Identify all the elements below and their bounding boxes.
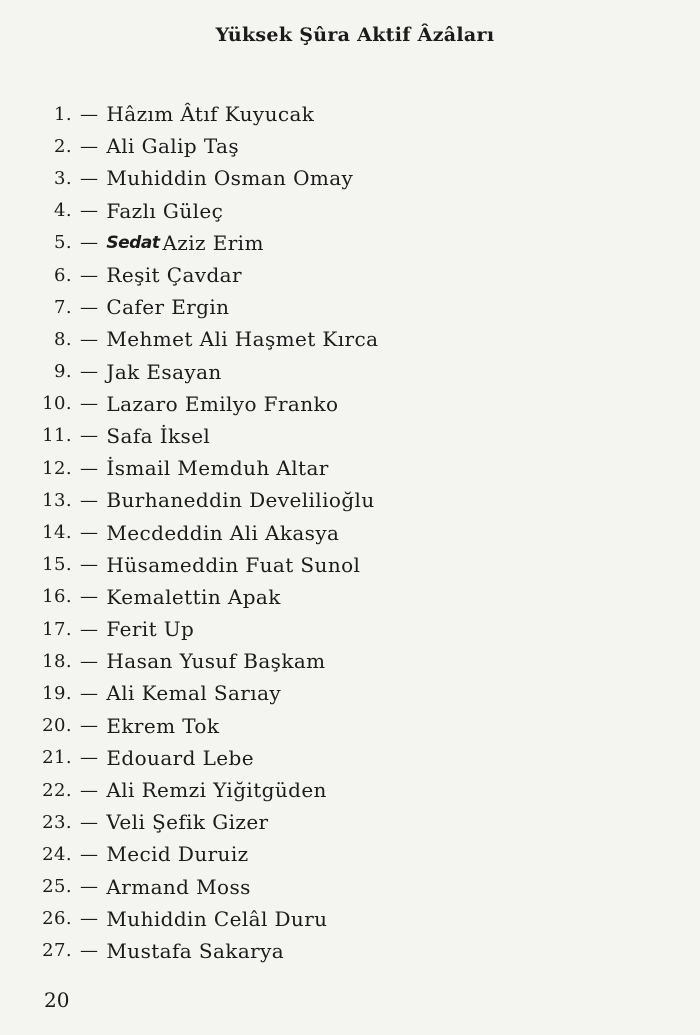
member-name: Hüsameddin Fuat Sunol bbox=[106, 552, 361, 577]
list-item bbox=[36, 484, 656, 516]
member-name: Ferit Up bbox=[106, 617, 195, 642]
list-item bbox=[36, 677, 656, 709]
item-number: 6. bbox=[54, 264, 72, 286]
list-item bbox=[36, 227, 656, 259]
list-item bbox=[36, 581, 656, 613]
member-name: Hâzım Âtıf Kuyucak bbox=[106, 102, 315, 127]
member-name: Mustafa Sakarya bbox=[106, 938, 285, 963]
item-separator: — bbox=[80, 618, 99, 640]
item-number: 7. bbox=[54, 296, 72, 318]
member-name: Ali Galip Taş bbox=[106, 134, 240, 159]
list-item bbox=[36, 291, 656, 323]
item-number: 14. bbox=[42, 522, 72, 544]
item-separator: — bbox=[80, 554, 99, 576]
item-number: 27. bbox=[42, 940, 72, 962]
item-separator: — bbox=[80, 940, 99, 962]
item-number: 25. bbox=[42, 876, 72, 898]
item-separator: — bbox=[80, 586, 99, 608]
list-item bbox=[36, 259, 656, 291]
item-number: 8. bbox=[54, 328, 72, 350]
item-number: 16. bbox=[42, 586, 72, 608]
list-item bbox=[36, 871, 656, 903]
list-item bbox=[36, 195, 656, 227]
member-name: İsmail Memduh Altar bbox=[106, 456, 329, 481]
item-number: 3. bbox=[54, 167, 72, 189]
item-number: 23. bbox=[42, 811, 72, 833]
item-separator: — bbox=[80, 843, 99, 865]
item-separator: — bbox=[80, 232, 99, 254]
list-item bbox=[36, 742, 656, 774]
member-name: Reşit Çavdar bbox=[106, 263, 242, 288]
item-number: 9. bbox=[54, 361, 72, 383]
item-number: 4. bbox=[54, 200, 72, 222]
member-name: Mecdeddin Ali Akasya bbox=[106, 520, 340, 545]
member-name: Armand Moss bbox=[106, 874, 251, 899]
item-separator: — bbox=[80, 650, 99, 672]
member-name: Veli Şefik Gizer bbox=[106, 810, 269, 835]
member-name: Ekrem Tok bbox=[106, 713, 220, 738]
list-item bbox=[36, 323, 656, 355]
handwritten-annotation: Sedat bbox=[106, 232, 160, 253]
list-item bbox=[36, 130, 656, 162]
item-separator: — bbox=[80, 522, 99, 544]
list-item bbox=[36, 903, 656, 935]
list-item bbox=[36, 613, 656, 645]
item-separator: — bbox=[80, 779, 99, 801]
member-name: Hasan Yusuf Başkam bbox=[106, 649, 326, 674]
item-number: 20. bbox=[42, 715, 72, 737]
member-name: Jak Esayan bbox=[106, 359, 222, 384]
list-item bbox=[36, 774, 656, 806]
member-name: Edouard Lebe bbox=[106, 745, 254, 770]
item-separator: — bbox=[80, 489, 99, 511]
member-name: Ali Kemal Sarıay bbox=[106, 681, 282, 706]
item-separator: — bbox=[80, 361, 99, 383]
member-name: Mecid Duruiz bbox=[106, 842, 249, 867]
member-list bbox=[36, 98, 656, 967]
list-item bbox=[36, 98, 656, 130]
item-separator: — bbox=[80, 811, 99, 833]
item-separator: — bbox=[80, 425, 99, 447]
list-item bbox=[36, 356, 656, 388]
item-separator: — bbox=[80, 457, 99, 479]
item-separator: — bbox=[80, 296, 99, 318]
list-item bbox=[36, 388, 656, 420]
item-separator: — bbox=[80, 747, 99, 769]
list-item bbox=[36, 549, 656, 581]
item-separator: — bbox=[80, 876, 99, 898]
list-item bbox=[36, 162, 656, 194]
item-separator: — bbox=[80, 135, 99, 157]
item-separator: — bbox=[80, 908, 99, 930]
member-name: Mehmet Ali Haşmet Kırca bbox=[106, 327, 379, 352]
item-separator: — bbox=[80, 264, 99, 286]
page-title: Yüksek Şûra Aktif Âzâları bbox=[215, 24, 495, 46]
list-item bbox=[36, 452, 656, 484]
member-name: Muhiddin Celâl Duru bbox=[106, 906, 328, 931]
item-number: 15. bbox=[42, 554, 72, 576]
item-number: 26. bbox=[42, 908, 72, 930]
item-number: 1. bbox=[54, 103, 72, 125]
list-item bbox=[36, 710, 656, 742]
member-name: Cafer Ergin bbox=[106, 295, 230, 320]
item-number: 17. bbox=[42, 618, 72, 640]
item-separator: — bbox=[80, 167, 99, 189]
item-number: 10. bbox=[42, 393, 72, 415]
item-separator: — bbox=[80, 200, 99, 222]
item-number: 5. bbox=[54, 232, 72, 254]
list-item bbox=[36, 420, 656, 452]
item-number: 22. bbox=[42, 779, 72, 801]
list-item bbox=[36, 935, 656, 967]
member-name: Burhaneddin Develilioğlu bbox=[106, 488, 375, 513]
item-separator: — bbox=[80, 682, 99, 704]
member-name: Lazaro Emilyo Franko bbox=[106, 391, 339, 416]
member-name: Kemalettin Apak bbox=[106, 584, 281, 609]
item-number: 24. bbox=[42, 843, 72, 865]
item-number: 19. bbox=[42, 682, 72, 704]
list-item bbox=[36, 806, 656, 838]
item-separator: — bbox=[80, 715, 99, 737]
item-number: 21. bbox=[42, 747, 72, 769]
item-number: 18. bbox=[42, 650, 72, 672]
list-item bbox=[36, 516, 656, 548]
member-name: Ali Remzi Yiğitgüden bbox=[106, 778, 327, 803]
item-separator: — bbox=[80, 103, 99, 125]
member-name: Safa İksel bbox=[106, 423, 211, 448]
item-number: 12. bbox=[42, 457, 72, 479]
item-number: 11. bbox=[42, 425, 72, 447]
member-name: Fazlı Güleç bbox=[106, 198, 224, 223]
member-name: Aziz Erim bbox=[162, 230, 264, 255]
item-number: 2. bbox=[54, 135, 72, 157]
item-number: 13. bbox=[42, 489, 72, 511]
list-item bbox=[36, 645, 656, 677]
member-name: Muhiddin Osman Omay bbox=[106, 166, 354, 191]
page-number: 20 bbox=[44, 988, 70, 1012]
list-item bbox=[36, 838, 656, 870]
item-separator: — bbox=[80, 393, 99, 415]
item-separator: — bbox=[80, 328, 99, 350]
